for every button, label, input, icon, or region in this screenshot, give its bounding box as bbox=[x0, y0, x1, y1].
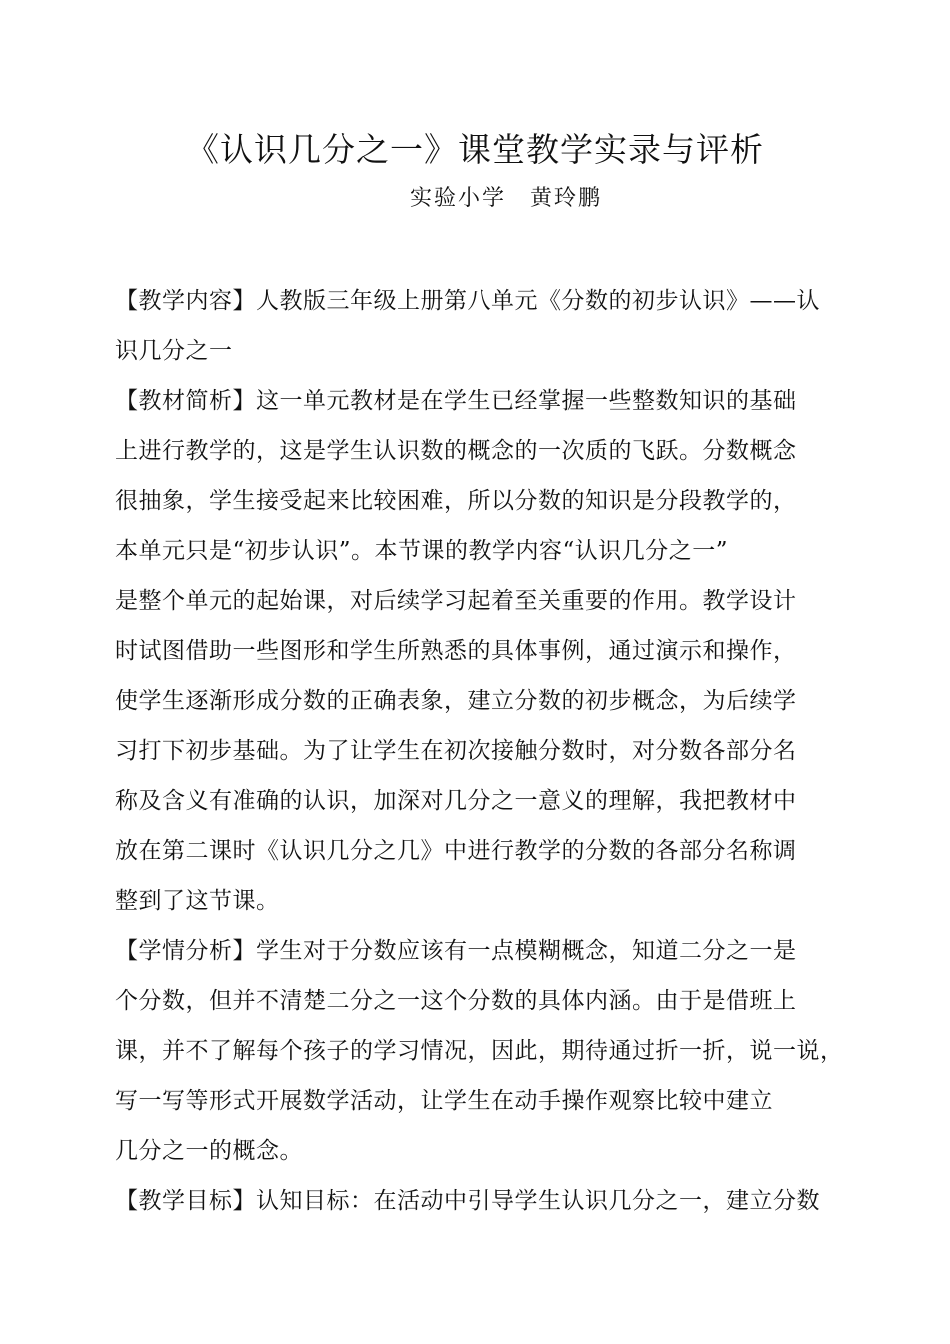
paragraph-line: 整到了这节课。 bbox=[115, 888, 280, 914]
paragraph-line: 称及含义有准确的认识，加深对几分之一意义的理解，我把教材中 bbox=[115, 788, 797, 814]
paragraph-line: 识几分之一 bbox=[115, 338, 233, 364]
paragraph-line: 【教学内容】人教版三年级上册第八单元《分数的初步认识》——认 bbox=[115, 288, 820, 314]
paragraph-line: 个分数，但并不清楚二分之一这个分数的具体内涵。由于是借班上 bbox=[115, 988, 797, 1014]
paragraph-line: 写一写等形式开展数学活动，让学生在动手操作观察比较中建立 bbox=[115, 1088, 773, 1114]
paragraph-line: 是整个单元的起始课，对后续学习起着至关重要的作用。教学设计 bbox=[115, 588, 797, 614]
paragraph-line: 放在第二课时《认识几分之几》中进行教学的分数的各部分名称调 bbox=[115, 838, 797, 864]
paragraph-line: 课，并不了解每个孩子的学习情况，因此，期待通过折一折，说一说， bbox=[115, 1038, 844, 1064]
paragraph-line: 上进行教学的，这是学生认识数的概念的一次质的飞跃。分数概念 bbox=[115, 438, 797, 464]
paragraph-line: 几分之一的概念。 bbox=[115, 1138, 303, 1164]
document-author: 实验小学 黄玲鹏 bbox=[410, 186, 603, 211]
paragraph-line: 【教材简析】这一单元教材是在学生已经掌握一些整数知识的基础 bbox=[115, 388, 797, 414]
paragraph-line: 很抽象，学生接受起来比较困难，所以分数的知识是分段教学的， bbox=[115, 488, 797, 514]
paragraph-line: 时试图借助一些图形和学生所熟悉的具体事例，通过演示和操作， bbox=[115, 638, 797, 664]
paragraph-line: 本单元只是“初步认识”。本节课的教学内容“认识几分之一” bbox=[115, 538, 729, 564]
document-title: 《认识几分之一》课堂教学实录与评析 bbox=[186, 130, 764, 169]
document-body bbox=[115, 276, 845, 1226]
paragraph-line: 习打下初步基础。为了让学生在初次接触分数时，对分数各部分名 bbox=[115, 738, 797, 764]
paragraph-line: 【学情分析】学生对于分数应该有一点模糊概念，知道二分之一是 bbox=[115, 938, 797, 964]
paragraph-line: 使学生逐渐形成分数的正确表象，建立分数的初步概念，为后续学 bbox=[115, 688, 797, 714]
paragraph-line: 【教学目标】认知目标：在活动中引导学生认识几分之一，建立分数 bbox=[115, 1188, 820, 1214]
